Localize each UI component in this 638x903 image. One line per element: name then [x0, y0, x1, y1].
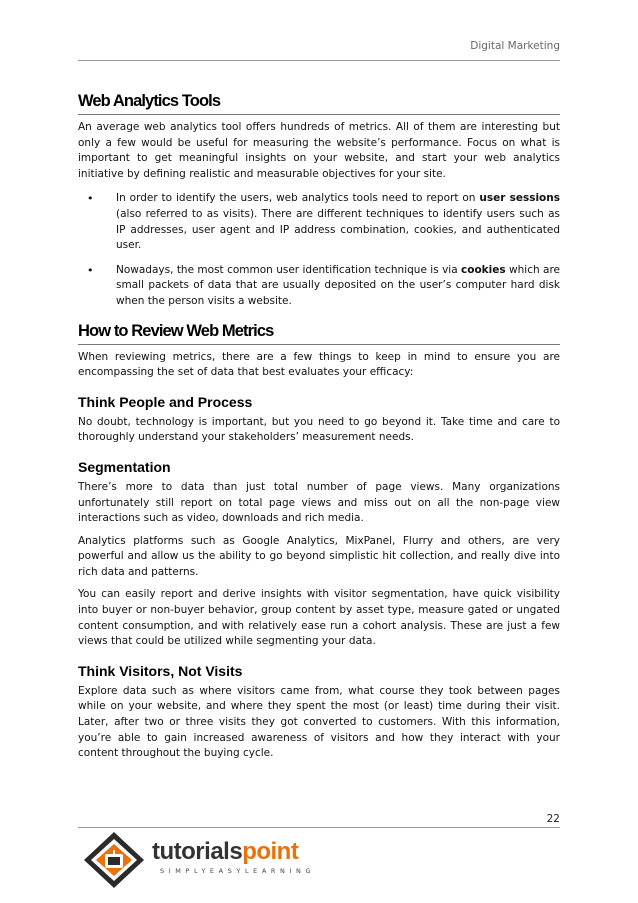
section1-intro: An average web analytics tool offers hundreds of metrics. All of them are interesting but only a few would be useful for measuring the website’s performance. Focus on what is important to get meaningful insights on your website, and start your web analytics initiative by defining realistic and measurable objectives for your site. — [78, 121, 560, 180]
subsection-title-think-people: Think People and Process — [78, 393, 253, 410]
bullet-text: In order to identify the users, web analytics tools need to report on user sessions (also referred to as visits). There are different techniques to identify users such as IP addresses, user agent and IP address combination, cookies, and authenticated user. — [116, 192, 560, 252]
section2-intro: When reviewing metrics, there are a few things to keep in mind to ensure you are encompassing the set of data that best evaluates your efficacy: — [78, 350, 560, 379]
sub2-paragraph-1: There’s more to data than just total number of page views. Many organizations unfortunately still report on total page views and miss out on all the non-page view interactions such as video, downloads and rich media. — [78, 480, 560, 525]
page-number: 22 — [78, 803, 560, 828]
page-header — [78, 38, 560, 61]
bullet-text: Nowadays, the most common user identification technique is via cookies which are small packets of data that are usually deposited on the user’s computer hard disk when the person visits a website. — [116, 263, 560, 307]
section-title-how-to-review: How to Review Web Metrics — [78, 322, 560, 345]
logo-emblem-icon — [78, 830, 150, 890]
subsection-title-segmentation: Segmentation — [78, 458, 171, 475]
bullet-list — [78, 191, 560, 309]
sub2-paragraph-2: Analytics platforms such as Google Analytics, MixPanel, Flurry and others, are very powerful and allow us the ability to go beyond simplistic hit collection, and really dive into rich data and patterns. — [78, 534, 560, 578]
logo-wordmark: tutorialspoint — [152, 838, 299, 865]
list-item — [78, 191, 560, 253]
sub2-paragraph-3: You can easily report and derive insights with visitor segmentation, have quick visibility into buyer or non-buyer behavior, group content by asset type, measure gated or ungated content consumption, and with relatively ease run a cohort analysis. These are just a few views that could be utilized while segmenting your data. — [78, 588, 560, 648]
bold-term: cookies — [461, 263, 506, 276]
header-title: Digital Marketing — [470, 40, 560, 52]
tutorialspoint-logo — [78, 830, 318, 890]
subsection-title-think-visitors: Think Visitors, Not Visits — [78, 662, 243, 679]
logo-tagline: SIMPLYEASYLEARNING — [160, 867, 316, 875]
bullet-icon: • — [87, 192, 94, 206]
page-content — [78, 92, 560, 762]
sub1-paragraph: No doubt, technology is important, but you need to go beyond it. Take time and care to thoroughly understand your stakeholders’ measurement needs. — [78, 415, 560, 444]
section-title-web-analytics-tools: Web Analytics Tools — [78, 92, 560, 115]
sub3-paragraph: Explore data such as where visitors came from, what course they took between pages while on your website, and where they spent the most (or least) time during their visit. Later, after two or three visits they got converted to customers. With this information, you’re able to gain increased awareness of visitors and how they interact with your content throughout the buying cycle. — [78, 684, 560, 760]
bullet-icon: • — [87, 263, 94, 277]
bold-term: user sessions — [479, 192, 560, 205]
list-item — [78, 263, 560, 310]
